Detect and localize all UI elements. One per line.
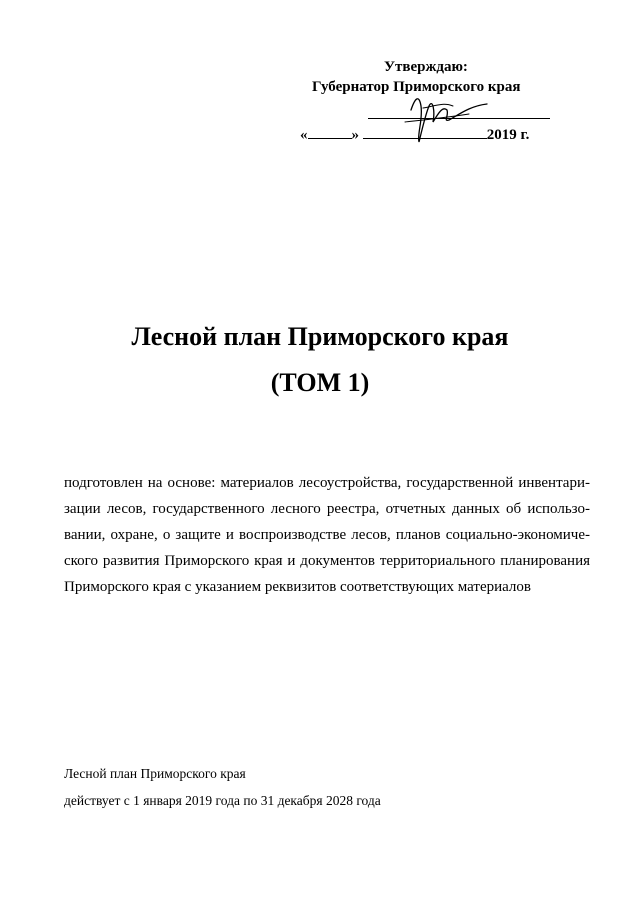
description-line: вании, охране, о защите и воспроизводстве лесов, планов социально-экономиче- <box>64 527 590 543</box>
description-line: ского развития Приморского края и документов территориального планирования <box>64 553 590 569</box>
date-open-quote: « <box>300 127 308 143</box>
volume-label: (ТОМ 1) <box>270 368 370 397</box>
governor-title: Губернатор Приморского края <box>312 79 521 95</box>
description-line: зации лесов, государственного лесного реестра, отчетных данных об использо- <box>64 501 590 517</box>
year-suffix: 2019 г. <box>486 127 530 143</box>
month-blank <box>363 124 487 139</box>
footer-plan-name: Лесной план Приморского края <box>64 766 246 781</box>
day-blank <box>308 124 352 139</box>
document-title: Лесной план Приморского края <box>131 322 509 351</box>
signature-line <box>368 118 550 119</box>
validity-note <box>64 760 381 814</box>
footer-validity-period: действует с 1 января 2019 года по 31 декабря 2028 года <box>64 793 381 808</box>
approval-date <box>300 124 529 144</box>
description-line: Приморского края с указанием реквизитов соответствующих материалов <box>64 579 531 595</box>
description-paragraph <box>64 470 590 600</box>
date-close-quote: » <box>351 127 359 143</box>
approval-block <box>288 58 578 148</box>
approval-label: Утверждаю: <box>384 59 468 75</box>
description-line: подготовлен на основе: материалов лесоустройства, государственной инвентари- <box>64 475 590 491</box>
